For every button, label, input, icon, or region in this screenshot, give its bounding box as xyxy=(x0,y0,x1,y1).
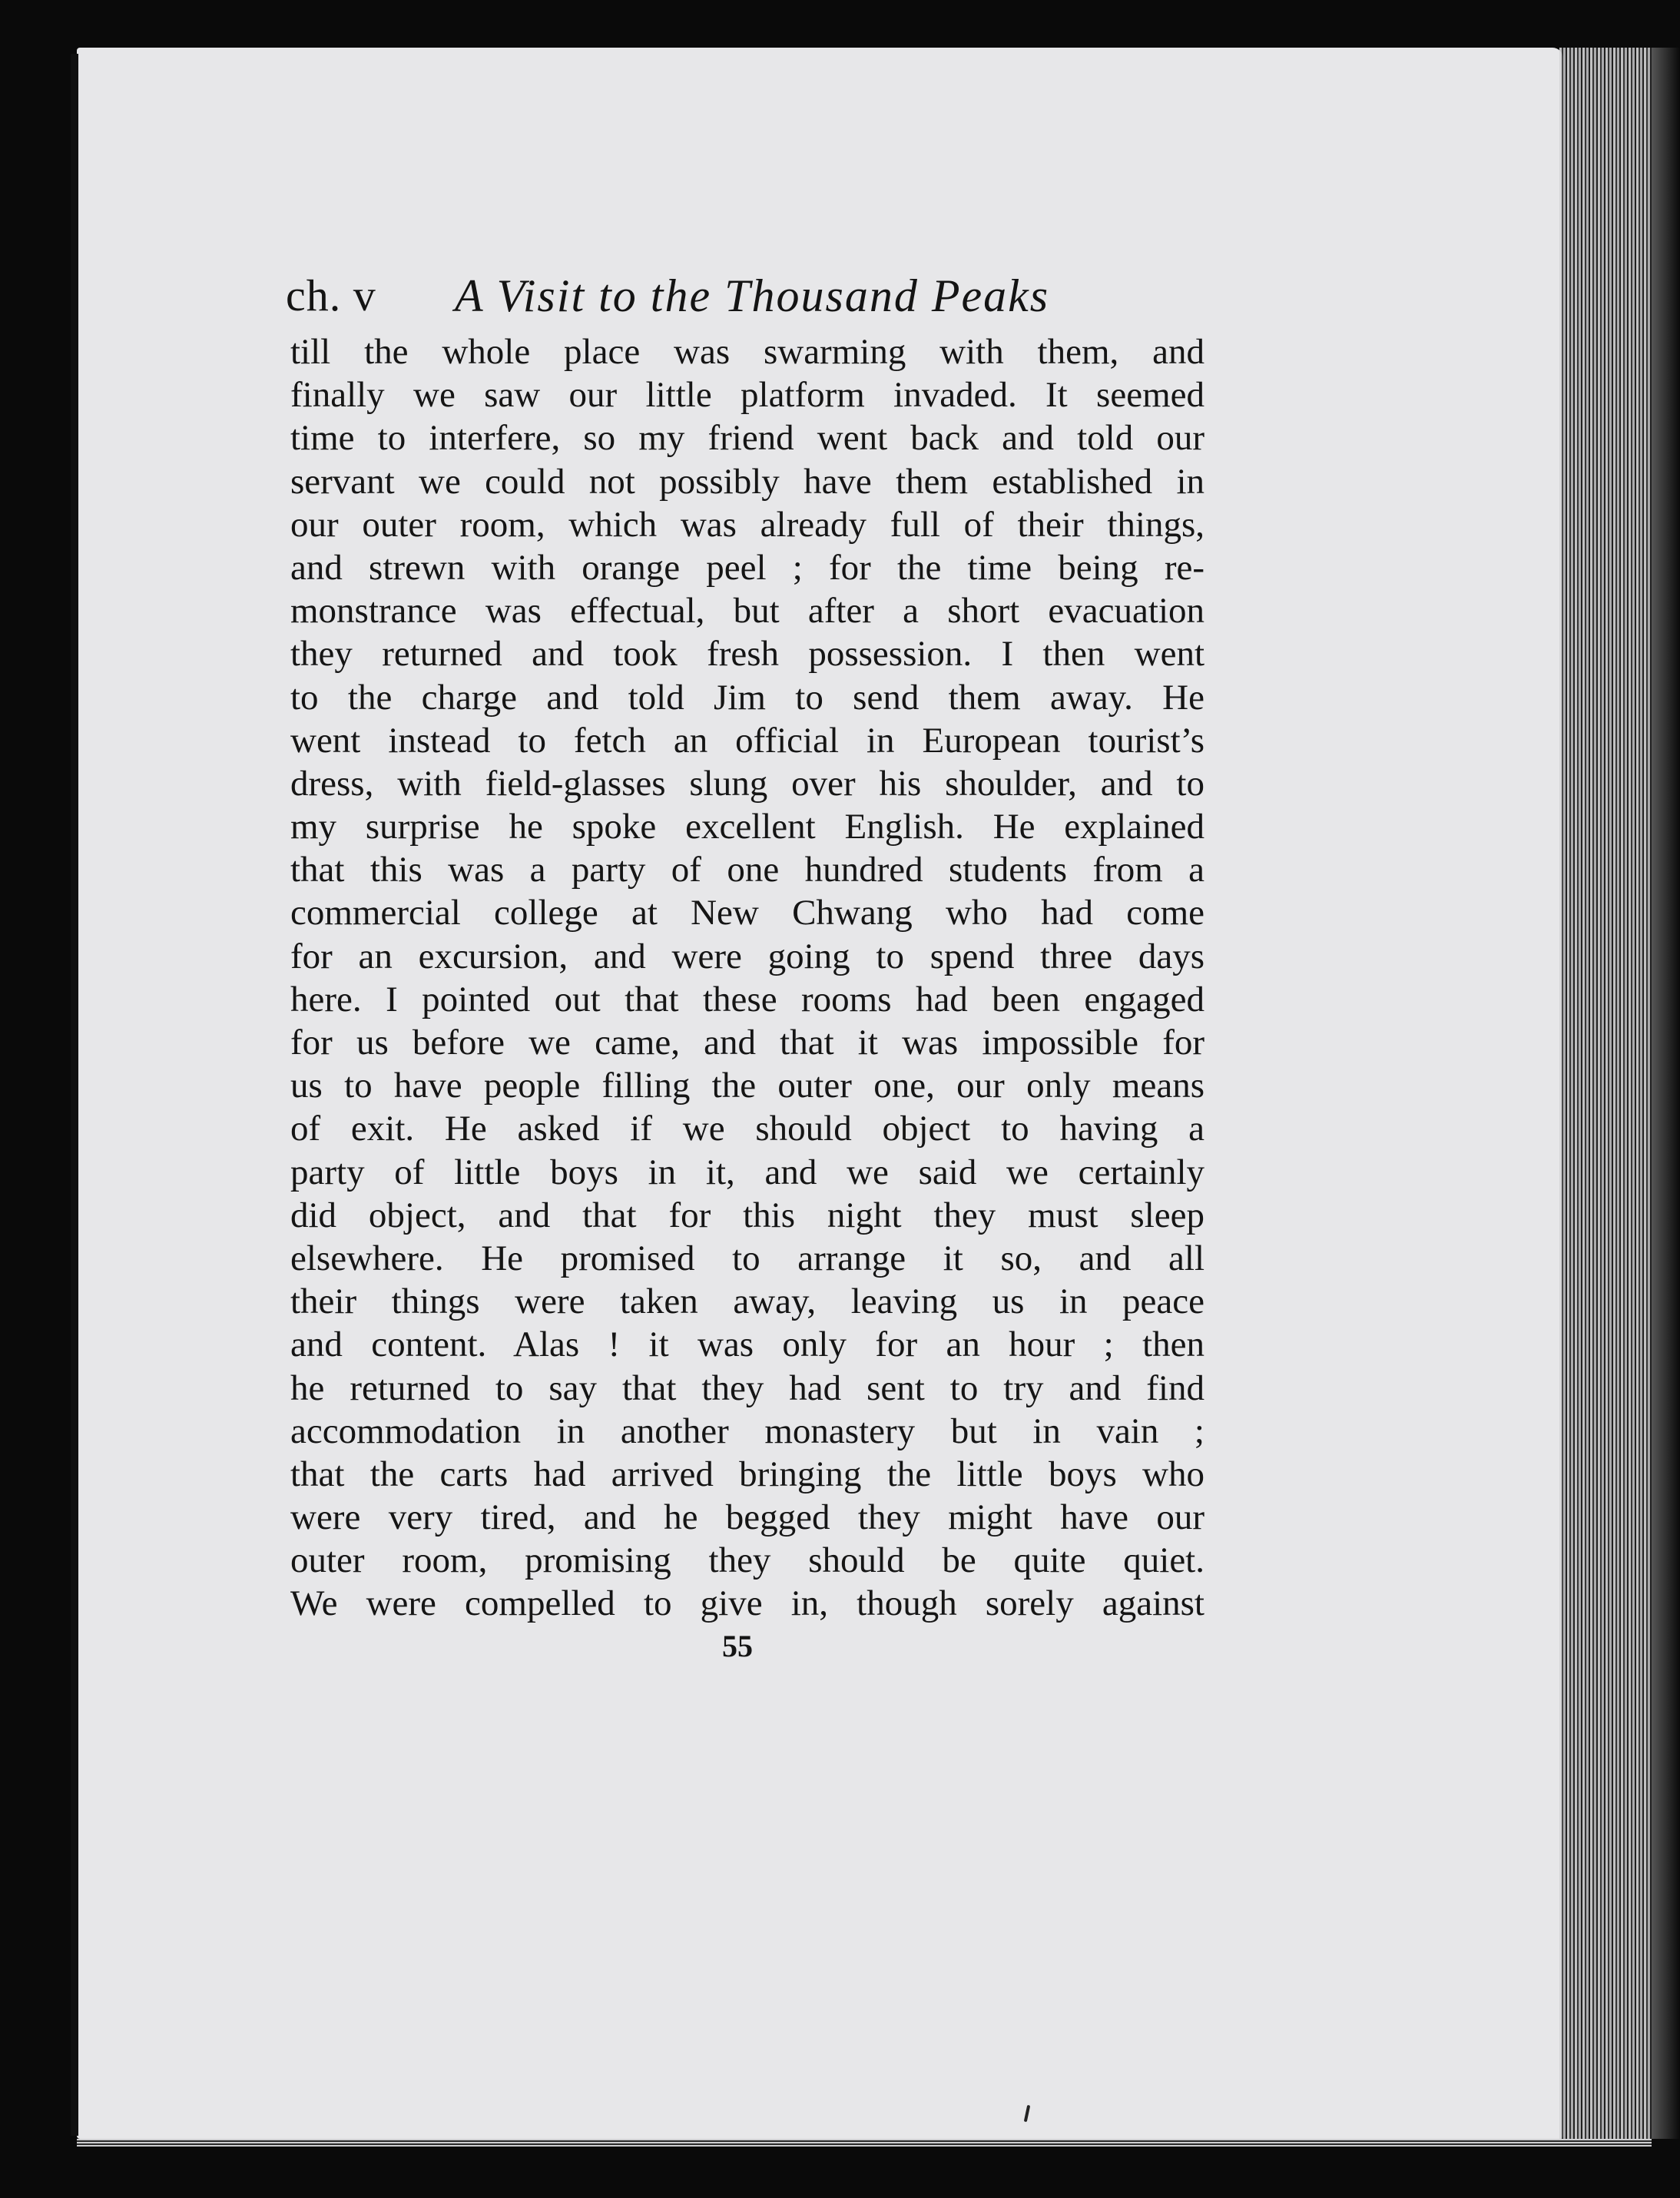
page-number: 55 xyxy=(722,1629,753,1663)
text-line: us to have people filling the outer one, our only means xyxy=(290,1066,1204,1106)
text-line: he returned to say that they had sent to try and find xyxy=(290,1368,1204,1408)
running-title: A Visit to the Thousand Peaks xyxy=(455,270,1050,321)
text-line: and content. Alas ! it was only for an hour ; then xyxy=(290,1324,1204,1365)
text-line: till the whole place was swarming with them, and xyxy=(290,332,1204,372)
text-line: We were compelled to give in, though sorely against xyxy=(290,1583,1204,1624)
text-line: my surprise he spoke excellent English. He explained xyxy=(290,807,1204,847)
text-line: did object, and that for this night they must sleep xyxy=(290,1195,1204,1235)
text-line: dress, with field-glasses slung over his shoulder, and to xyxy=(290,763,1204,804)
text-line: elsewhere. He promised to arrange it so, and all xyxy=(290,1238,1204,1278)
text-line: our outer room, which was already full of their things, xyxy=(290,504,1204,545)
text-line: were very tired, and he begged they might have our xyxy=(290,1497,1204,1538)
chapter-label: ch. v xyxy=(286,270,376,320)
text-line: servant we could not possibly have them established in xyxy=(290,461,1204,502)
bottom-page-edge xyxy=(77,2139,1652,2147)
text-line: party of little boys in it, and we said we certainly xyxy=(290,1152,1204,1192)
page-edges-shadow xyxy=(1652,48,1680,2139)
text-line: that the carts had arrived bringing the little boys who xyxy=(290,1454,1204,1494)
text-line: outer room, promising they should be quite quiet. xyxy=(290,1540,1204,1581)
text-line: their things were taken away, leaving us in peace xyxy=(290,1281,1204,1322)
text-line: that this was a party of one hundred students from a xyxy=(290,850,1204,890)
text-line: commercial college at New Chwang who had come xyxy=(290,893,1204,933)
text-line: accommodation in another monastery but in vain ; xyxy=(290,1411,1204,1451)
text-line: of exit. He asked if we should object to having a xyxy=(290,1109,1204,1149)
page-edges xyxy=(1559,48,1652,2139)
body-text xyxy=(290,330,1204,1626)
text-line: to the charge and told Jim to send them away. He xyxy=(290,677,1204,718)
text-line: finally we saw our little platform invaded. It seemed xyxy=(290,375,1204,416)
text-line: they returned and took fresh possession. I then went xyxy=(290,634,1204,675)
text-line: here. I pointed out that these rooms had been engaged xyxy=(290,979,1204,1019)
running-header xyxy=(286,265,1208,327)
text-line: went instead to fetch an official in European tourist’s xyxy=(290,720,1204,761)
text-line: and strewn with orange peel ; for the time being re- xyxy=(290,547,1204,588)
text-line: time to interfere, so my friend went back and told our xyxy=(290,418,1204,459)
text-line: monstrance was effectual, but after a short evacuation xyxy=(290,591,1204,632)
text-line: for an excursion, and were going to spend three days xyxy=(290,936,1204,976)
binding-gutter xyxy=(71,54,78,2136)
text-line: for us before we came, and that it was impossible for xyxy=(290,1023,1204,1063)
